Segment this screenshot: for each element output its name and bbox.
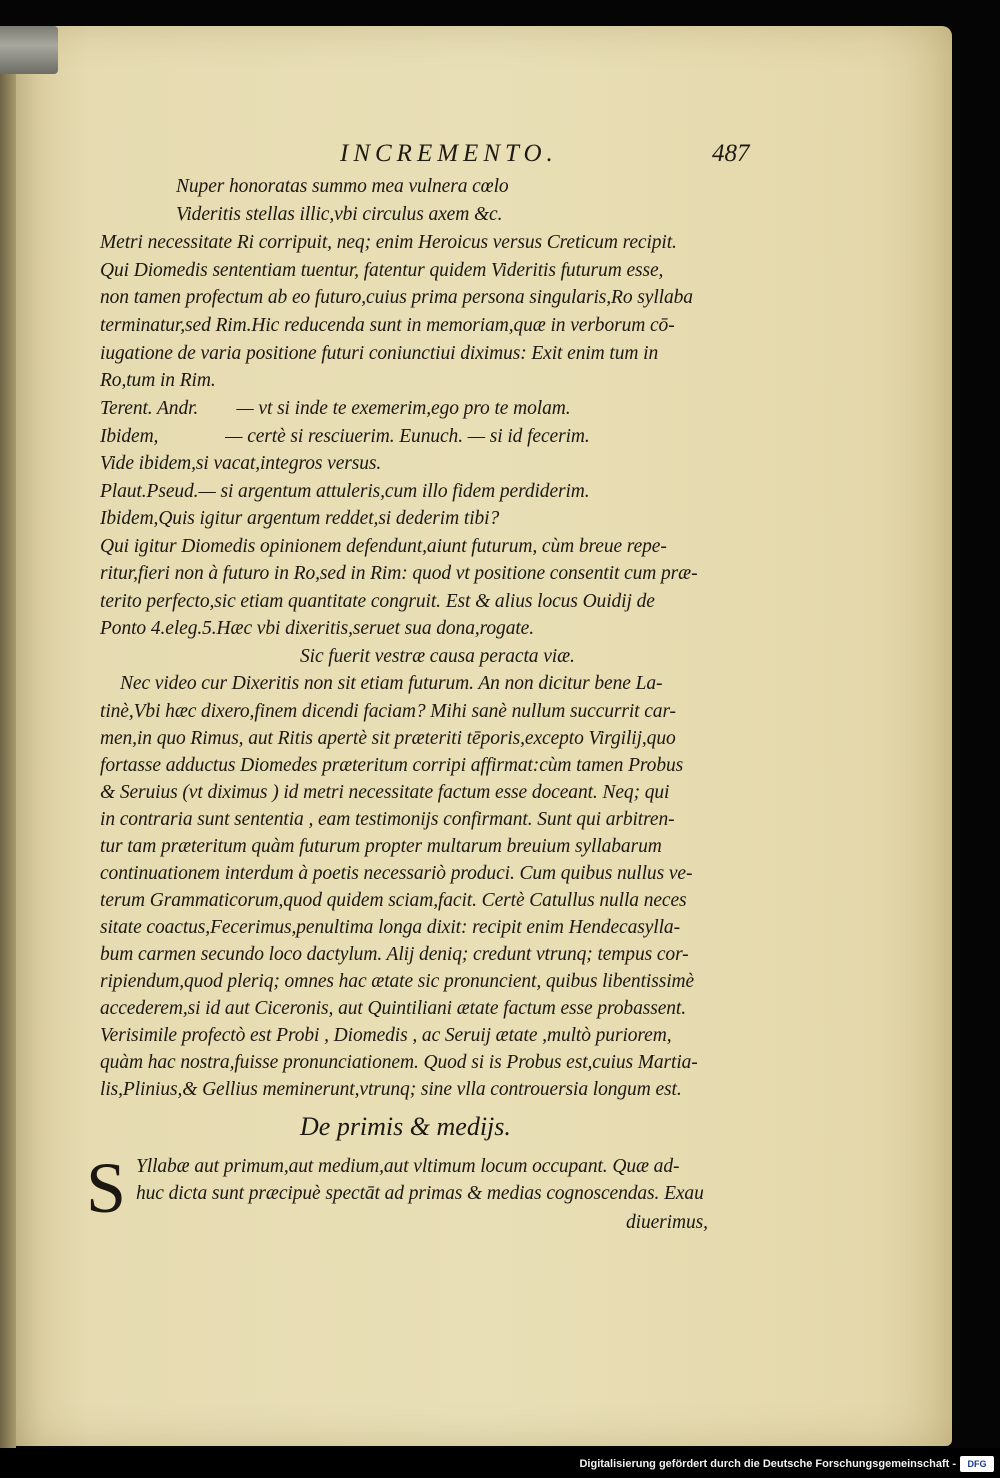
text-line: Vide ibidem,si vacat,integros versus. <box>100 453 382 474</box>
text-line: Terent. Andr. — vt si inde te exemerim,ego pro te molam. <box>100 398 571 419</box>
text-line: in contraria sunt sententia , eam testimonijs confirmant. Sunt qui arbitren- <box>100 809 675 830</box>
text-line: & Seruius (vt diximus ) id metri necessitate factum esse doceant. Neq; qui <box>100 782 670 803</box>
text-line: tur tam præteritum quàm futurum propter multarum breuium syllabarum <box>100 836 662 857</box>
text-line: Nuper honoratas summo mea vulnera cœlo <box>176 176 509 197</box>
text-line: terum Grammaticorum,quod quidem sciam,facit. Certè Catullus nulla neces <box>100 890 687 911</box>
text-line: ripiendum,quod pleriq; omnes hac ætate sic pronuncient, quibus libentissimè <box>100 971 695 992</box>
text-line: Ponto 4.eleg.5.Hæc vbi dixeritis,seruet sua dona,rogate. <box>100 618 534 639</box>
text-line: quàm hac nostra,fuisse pronunciationem. Quod si is Probus est,cuius Martia- <box>100 1052 698 1073</box>
text-line: Verisimile profectò est Probi , Diomedis , ac Seruij ætate ,multò puriorem, <box>100 1025 672 1046</box>
text-line: Videritis stellas illic,vbi circulus axem &c. <box>176 204 503 225</box>
dfg-logo-icon: DFG <box>960 1456 994 1472</box>
text-line: Ro,tum in Rim. <box>100 370 216 391</box>
running-head: INCREMENTO. <box>340 140 558 167</box>
catchword: diuerimus, <box>626 1212 708 1233</box>
page-number: 487 <box>712 140 750 167</box>
funding-credit: Digitalisierung gefördert durch die Deutsche Forschungsgemeinschaft - <box>579 1458 956 1470</box>
footer-bar <box>0 1448 1000 1478</box>
text-line: sitate coactus,Fecerimus,penultima longa dixit: recipit enim Hendecasylla- <box>100 917 680 938</box>
text-line: Yllabæ aut primum,aut medium,aut vltimum locum occupant. Quæ ad- <box>136 1156 680 1177</box>
text-line: tinè,Vbi hæc dixero,finem dicendi faciam? Mihi sanè nullum succurrit car- <box>100 701 676 722</box>
text-line: fortasse adductus Diomedes præteritum corripi affirmat:cùm tamen Probus <box>100 755 684 776</box>
section-heading: De primis & medijs. <box>300 1112 511 1141</box>
text-line: terito perfecto,sic etiam quantitate congruit. Est & alius locus Ouidij de <box>100 591 655 612</box>
text-line: men,in quo Rimus, aut Ritis apertè sit præteriti tēporis,excepto Virgilij,quo <box>100 728 676 749</box>
text-line: ritur,fieri non à futuro in Ro,sed in Rim: quod vt positione consentit cum præ- <box>100 563 698 584</box>
text-line: lis,Plinius,& Gellius meminerunt,vtrunq; sine vlla controuersia longum est. <box>100 1079 682 1100</box>
text-line: Ibidem, — certè si resciuerim. Eunuch. — si id fecerim. <box>100 426 590 447</box>
text-line: Qui Diomedis sententiam tuentur, fatentur quidem Videritis futurum esse, <box>100 260 664 281</box>
text-line: accederem,si id aut Ciceronis, aut Quintiliani ætate factum esse probassent. <box>100 998 686 1019</box>
text-line: huc dicta sunt præcipuè spectāt ad primas & medias cognoscendas. Exau <box>136 1183 704 1204</box>
text-line: Ibidem,Quis igitur argentum reddet,si dederim tibi? <box>100 508 500 529</box>
text-line: Sic fuerit vestræ causa peracta viæ. <box>300 646 575 667</box>
drop-capital: S <box>86 1148 127 1228</box>
text-line: non tamen profectum ab eo futuro,cuius prima persona singularis,Ro syllaba <box>100 287 693 308</box>
text-line: bum carmen secundo loco dactylum. Alij deniq; credunt vtrunq; tempus cor- <box>100 944 689 965</box>
text-line: Plaut.Pseud.— si argentum attuleris,cum illo fidem perdiderim. <box>100 481 590 502</box>
text-line: Metri necessitate Ri corripuit, neq; enim Heroicus versus Creticum recipit. <box>100 232 677 253</box>
text-line: continuationem interdum à poetis necessariò produci. Cum quibus nullus ve- <box>100 863 693 884</box>
text-line: terminatur,sed Rim.Hic reducenda sunt in memoriam,quæ in verborum cō- <box>100 315 675 336</box>
text-line: Nec video cur Dixeritis non sit etiam futurum. An non dicitur bene La- <box>120 673 663 694</box>
text-line: Qui igitur Diomedis opinionem defendunt,aiunt futurum, cùm breue repe- <box>100 536 667 557</box>
text-line: iugatione de varia positione futuri coniunctiui diximus: Exit enim tum in <box>100 343 659 364</box>
